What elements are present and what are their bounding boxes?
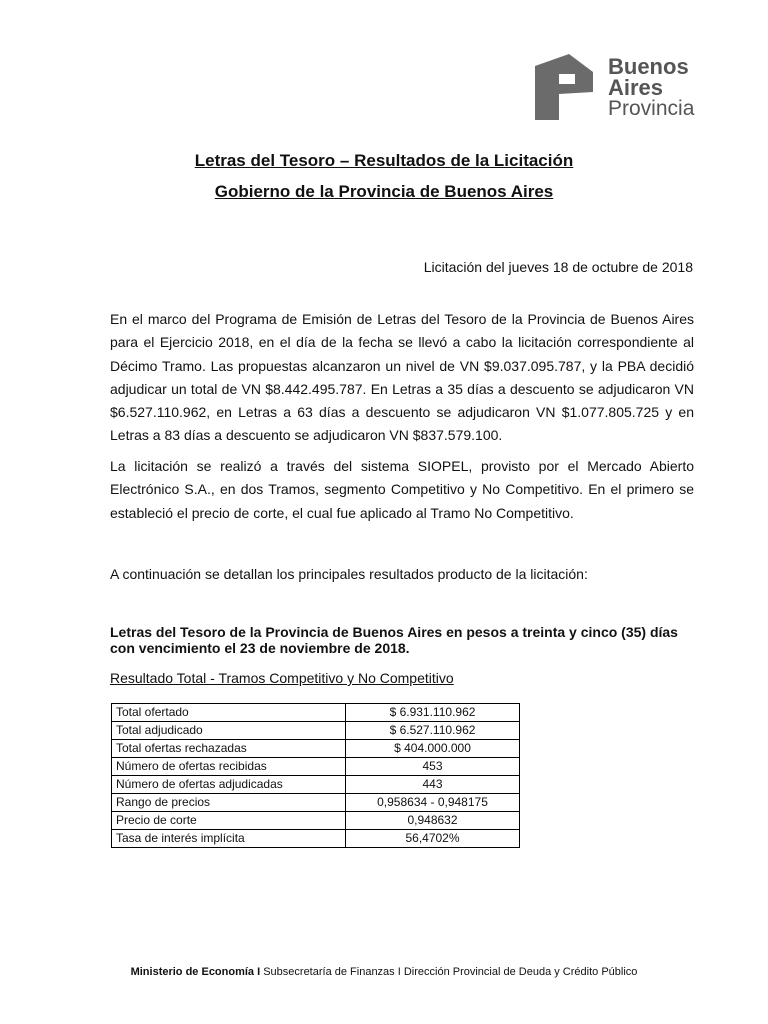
table-row [112,722,520,740]
section-heading: Letras del Tesoro de la Provincia de Buenos Aires en pesos a treinta y cinco (35) días con vencimiento el 23 de noviembre de 2018. [110,624,678,656]
paragraph-intro-results: A continuación se detallan los principales resultados producto de la licitación: [110,566,588,582]
row-value: 0,958634 - 0,948175 [346,794,520,812]
footer-ministry: Ministerio de Economía I [130,966,261,978]
row-value: $ 6.527.110.962 [346,722,520,740]
row-label: Precio de corte [112,812,346,830]
row-label: Total ofertas rechazadas [112,740,346,758]
document-title: Letras del Tesoro – Resultados de la Licitación [194,151,574,170]
table-row [112,776,520,794]
row-value: 453 [346,758,520,776]
table-row [112,740,520,758]
auction-date: Licitación del jueves 18 de octubre de 2018 [423,259,693,275]
logo-wordmark [608,56,694,119]
row-label: Total adjudicado [112,722,346,740]
row-label: Tasa de interés implícita [112,830,346,848]
row-label: Número de ofertas adjudicadas [112,776,346,794]
logo-line-2: Aires [608,75,664,100]
row-value: 56,4702% [346,830,520,848]
table-row [112,758,520,776]
paragraph-siopel: La licitación se realizó a través del sistema SIOPEL, provisto por el Mercado Abierto Electrónico S.A., en dos Tramos, segmento Competitivo y No Competitivo. En el primero se estableció el precio de corte, el cual fue aplicado al Tramo No Competitivo. [110,458,694,521]
row-value: 443 [346,776,520,794]
footer-departments: Subsecretaría de Finanzas I Dirección Provincial de Deuda y Crédito Público [260,966,638,978]
page-footer [0,966,768,978]
results-table [111,703,520,848]
results-title: Resultado Total - Tramos Competitivo y No Competitivo [110,670,454,686]
table-row [112,794,520,812]
row-value: $ 6.931.110.962 [346,704,520,722]
buenos-aires-provincia-logo [529,52,709,124]
province-map-icon [529,52,595,122]
table-row [112,830,520,848]
row-value: $ 404.000.000 [346,740,520,758]
table-row [112,812,520,830]
table-row [112,704,520,722]
logo-line-1: Buenos [608,54,689,79]
logo-line-3: Provincia [608,97,695,120]
row-value: 0,948632 [346,812,520,830]
row-label: Total ofertado [112,704,346,722]
row-label: Rango de precios [112,794,346,812]
paragraph-program: En el marco del Programa de Emisión de Letras del Tesoro de la Provincia de Buenos Aires para el Ejercicio 2018, en el día de la fecha se llevó a cabo la licitación correspondiente al Décimo Tramo. Las propuestas alcanzaron un nivel de VN $9.037.095.787, y la PBA decidió adjudicar un total de VN $8.442.495.787. En Letras a 35 días a descuento se adjudicaron VN $6.527.110.962, en Letras a 63 días a descuento se adjudicaron VN $1.077.805.725 y en Letras a 83 días a descuento se adjudicaron VN $837.579.100. [110,311,694,444]
document-subtitle: Gobierno de la Provincia de Buenos Aires [214,182,554,201]
row-label: Número de ofertas recibidas [112,758,346,776]
